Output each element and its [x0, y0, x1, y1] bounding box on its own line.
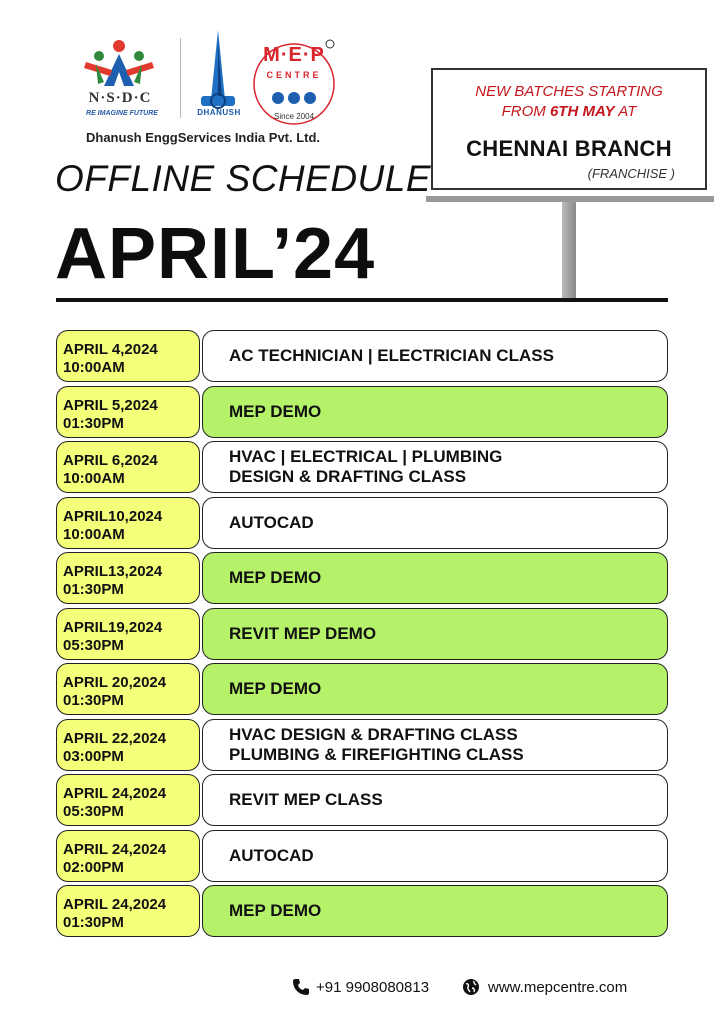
phone-icon — [292, 978, 310, 996]
schedule-date: APRIL 5,2024 — [63, 396, 158, 414]
schedule-time: 01:30PM — [63, 581, 124, 598]
schedule-event-title: MEP DEMO — [229, 679, 322, 698]
schedule-date: APRIL19,2024 — [63, 618, 163, 636]
schedule-row — [56, 497, 668, 549]
schedule-event-cell — [202, 885, 668, 937]
schedule-event-cell — [202, 663, 668, 715]
schedule-event-cell — [202, 830, 668, 882]
schedule-event-title: REVIT MEP CLASS — [229, 790, 383, 809]
schedule-date: APRIL 6,2024 — [63, 452, 158, 469]
schedule-event-cell — [202, 386, 668, 438]
schedule-date: APRIL13,2024 — [63, 563, 163, 580]
schedule-event-cell — [202, 552, 668, 604]
schedule-date-cell — [56, 885, 200, 937]
schedule-date-cell — [56, 552, 200, 604]
schedule-event-cell — [202, 441, 668, 493]
schedule-row — [56, 885, 668, 937]
dhanush-tower-logo — [195, 30, 241, 120]
schedule-heading: OFFLINE SCHEDULE — [55, 158, 432, 199]
schedule-date: APRIL10,2024 — [63, 507, 163, 525]
schedule-row — [56, 663, 668, 715]
schedule-event-title: MEP DEMO — [229, 901, 322, 920]
logo-divider — [180, 38, 181, 118]
schedule-row — [56, 330, 668, 382]
schedule-row — [56, 552, 668, 604]
schedule-event-title: PLUMBING & FIREFIGHTING CLASS — [229, 744, 524, 764]
schedule-time: 01:30PM — [63, 692, 124, 709]
schedule-time: 01:30PM — [63, 914, 124, 931]
schedule-date-cell — [56, 663, 200, 715]
schedule-row — [56, 386, 668, 438]
schedule-date: APRIL 22,2024 — [63, 729, 167, 747]
company-name: Dhanush EnggServices India Pvt. Ltd. — [86, 130, 321, 145]
schedule-date: APRIL 20,2024 — [63, 674, 167, 691]
schedule-event-title: HVAC | ELECTRICAL | PLUMBING — [229, 447, 503, 466]
schedule-date-cell — [56, 441, 200, 493]
schedule-time: 10:00AM — [63, 525, 125, 543]
schedule-event-title: DESIGN & DRAFTING CLASS — [229, 467, 467, 486]
month-heading: APRIL’24 — [55, 214, 376, 294]
nsdc-tagline: RE IMAGINE FUTURE — [86, 110, 158, 117]
billboard-date: 6TH MAY — [549, 103, 615, 120]
billboard-franchise: (FRANCHISE ) — [587, 166, 675, 181]
mep-since: Since 2004 — [273, 112, 315, 121]
schedule-date: APRIL 24,2024 — [63, 896, 167, 913]
dhanush-wordmark: DHANUSH — [197, 108, 241, 117]
schedule-date-cell — [56, 608, 200, 660]
billboard-line1: NEW BATCHES STARTING — [475, 83, 663, 100]
nsdc-wordmark: N·S·D·C — [88, 90, 152, 106]
schedule-row — [56, 441, 668, 493]
schedule-date: APRIL 24,2024 — [63, 840, 167, 858]
mep-subtitle: CENTRE — [266, 70, 322, 80]
schedule-time: 10:00AM — [63, 470, 125, 487]
schedule-row — [56, 719, 668, 771]
schedule-event-cell — [202, 608, 668, 660]
schedule-row — [56, 608, 668, 660]
schedule-row — [56, 830, 668, 882]
billboard — [431, 68, 707, 190]
schedule-event-cell — [202, 719, 668, 771]
schedule-date-cell — [56, 386, 200, 438]
schedule-event-title: HVAC DESIGN & DRAFTING CLASS — [229, 724, 518, 744]
schedule-time: 05:30PM — [63, 803, 124, 820]
schedule-date: APRIL 4,2024 — [63, 341, 158, 358]
schedule-event-title: MEP DEMO — [229, 568, 322, 587]
schedule-event-cell — [202, 330, 668, 382]
schedule-date-cell — [56, 330, 200, 382]
schedule-date-cell — [56, 719, 200, 771]
schedule-event-cell — [202, 774, 668, 826]
schedule-time: 02:00PM — [63, 858, 124, 876]
schedule-event-title: REVIT MEP DEMO — [229, 623, 377, 643]
billboard-post — [562, 202, 576, 300]
schedule-event-title: AUTOCAD — [229, 512, 314, 532]
footer-phone[interactable]: +91 9908080813 — [316, 979, 430, 996]
billboard-line2: FROM 6TH MAY AT — [501, 103, 637, 120]
schedule-row — [56, 774, 668, 826]
schedule-time: 03:00PM — [63, 747, 124, 765]
billboard-branch: CHENNAI BRANCH — [466, 136, 672, 161]
globe-icon — [462, 978, 480, 996]
heading-divider — [56, 298, 668, 302]
schedule-date-cell — [56, 830, 200, 882]
schedule-date-cell — [56, 774, 200, 826]
schedule-time: 05:30PM — [63, 636, 124, 654]
schedule-event-cell — [202, 497, 668, 549]
schedule-event-title: AUTOCAD — [229, 845, 314, 865]
schedule-time: 10:00AM — [63, 359, 125, 376]
schedule-time: 01:30PM — [63, 414, 124, 432]
schedule-date-cell — [56, 497, 200, 549]
schedule-event-title: AC TECHNICIAN | ELECTRICIAN CLASS — [229, 346, 554, 365]
schedule-date: APRIL 24,2024 — [63, 785, 167, 802]
footer-website[interactable]: www.mepcentre.com — [488, 979, 628, 996]
mep-wordmark: M·E·P — [263, 44, 325, 66]
schedule-event-title: MEP DEMO — [229, 401, 322, 421]
